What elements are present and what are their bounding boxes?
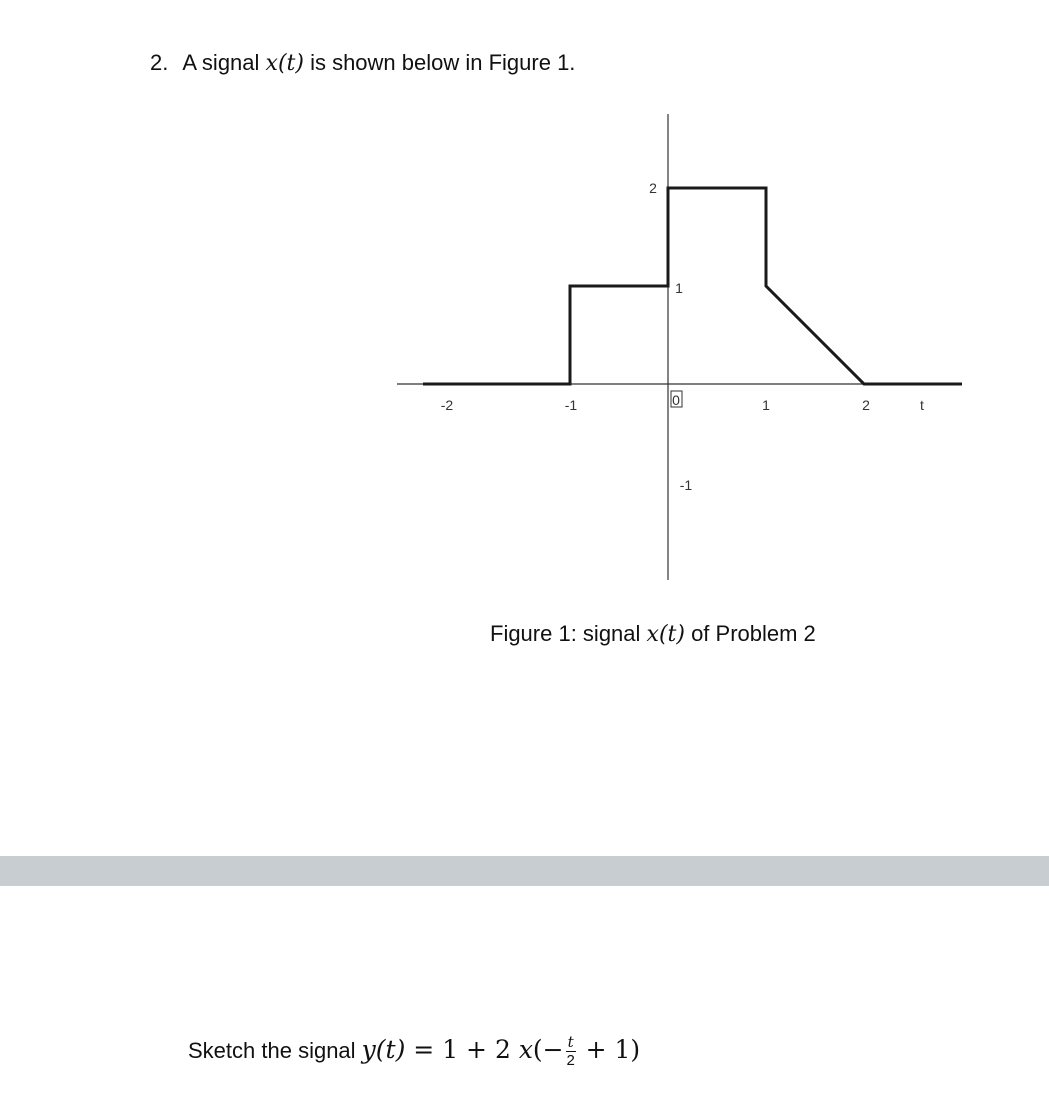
task-equation — [361, 1033, 641, 1069]
eq-x: x — [518, 1035, 533, 1064]
task-statement — [188, 1035, 640, 1068]
eq-open: (− — [532, 1035, 564, 1064]
x-tick-label: 2 — [862, 397, 870, 413]
x-tick-label: -1 — [564, 397, 578, 413]
x-tick-label: -2 — [440, 397, 454, 413]
eq-fraction — [566, 1035, 576, 1068]
frac-denominator: 2 — [566, 1052, 575, 1069]
problem-text-before: A signal — [182, 50, 266, 75]
eq-close: + 1) — [577, 1035, 641, 1064]
problem-signal: x(t) — [265, 51, 304, 76]
y-tick-label: 1 — [675, 280, 683, 296]
caption-math: x(t) — [646, 622, 685, 647]
problem-number: 2. — [150, 50, 169, 75]
caption-after: of Problem 2 — [684, 621, 816, 646]
figure-caption — [490, 621, 816, 647]
y-tick-label: -1 — [679, 477, 693, 493]
page-break-band — [0, 856, 1049, 886]
eq-lhs: y(t) — [361, 1035, 406, 1064]
x-axis-label: t — [920, 397, 924, 413]
y-tick-label: 2 — [649, 180, 657, 196]
caption-before: Figure 1: signal — [490, 621, 647, 646]
x-tick-label: 0 — [672, 392, 680, 408]
eq-part1: = 1 + 2 — [405, 1035, 519, 1064]
problem-text-after: is shown below in Figure 1. — [303, 50, 576, 75]
frac-numerator: t — [567, 1033, 574, 1051]
task-text: Sketch the signal — [188, 1038, 362, 1063]
signal-line — [423, 188, 962, 384]
x-tick-label: 1 — [762, 397, 770, 413]
